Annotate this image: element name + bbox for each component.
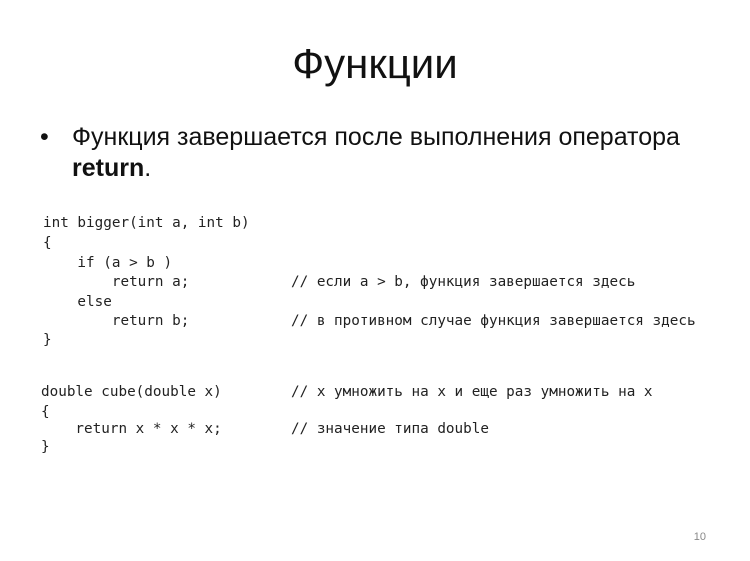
bullet-keyword: return [72,154,145,182]
bullet-text-end: . [144,154,152,182]
code-line: return x * x * x; [41,421,222,437]
code-line: } [43,332,52,348]
code-line: if (a > b ) [43,255,173,271]
bullet-text-main: Функция завершается после выполнения оператора [72,123,680,151]
code-block-cube [41,382,741,462]
bullet-item [40,122,720,184]
slide-title: Функции [292,40,458,87]
page-number: 10 [693,531,706,543]
code-line: return b; [43,313,190,329]
code-line: double cube(double x) [41,384,222,400]
code-line: else [43,294,112,310]
code-line: { [41,404,50,420]
bullet-dot: • [40,123,49,151]
code-comment: // в противном случае функция завершается здесь [291,313,696,329]
code-comment: // если a > b, функция завершается здесь [291,274,636,290]
code-line: int bigger(int a, int b) [43,215,250,231]
code-comment: // x умножить на x и еще раз умножить на x [291,384,653,400]
code-line: } [41,439,50,455]
code-comment: // значение типа double [291,421,489,437]
code-line: { [43,235,52,251]
bullet-text [72,122,720,184]
code-line: return a; [43,274,190,290]
code-block-bigger [43,213,743,353]
